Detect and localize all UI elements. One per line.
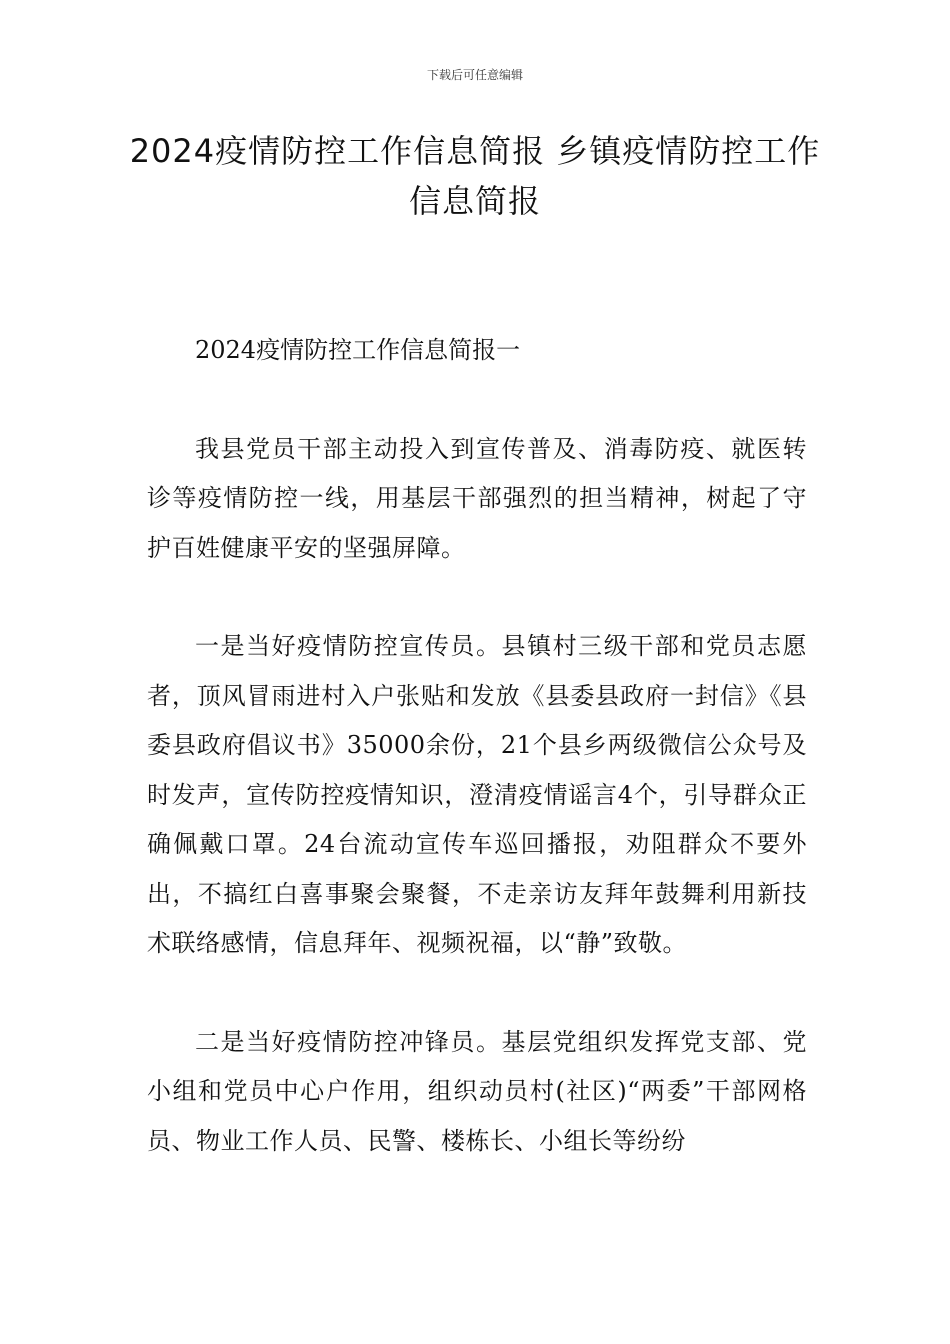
paragraph-vanguard: 二是当好疫情防控冲锋员。基层党组织发挥党支部、党小组和党员中心户作用，组织动员村(社区)“两委”干部网格员、物业工作人员、民警、楼栋长、小组长等纷纷 [147, 1027, 807, 1155]
paragraph-intro: 我县党员干部主动投入到宣传普及、消毒防疫、就医转诊等疫情防控一线，用基层干部强烈的担当精神，树起了守护百姓健康平安的坚强屏障。 [147, 434, 807, 562]
document-body [147, 326, 807, 1166]
paragraph-publicity: 一是当好疫情防控宣传员。县镇村三级干部和党员志愿者，顶风冒雨进村入户张贴和发放《县委县政府一封信》《县委县政府倡议书》35000余份，21个县乡两级微信公众号及时发声，宣传防控疫情知识，澄清疫情谣言4个，引导群众正确佩戴口罩。24台流动宣传车巡回播报，劝阻群众不要外出，不搞红白喜事聚会聚餐，不走亲访友拜年鼓舞利用新技术联络感情，信息拜年、视频祝福，以“静”致敬。 [147, 632, 807, 957]
section-heading: 2024疫情防控工作信息简报一 [195, 336, 521, 364]
document-title: 2024疫情防控工作信息简报 乡镇疫情防控工作信息简报 [129, 132, 821, 220]
header-note: 下载后可任意编辑 [426, 68, 523, 82]
